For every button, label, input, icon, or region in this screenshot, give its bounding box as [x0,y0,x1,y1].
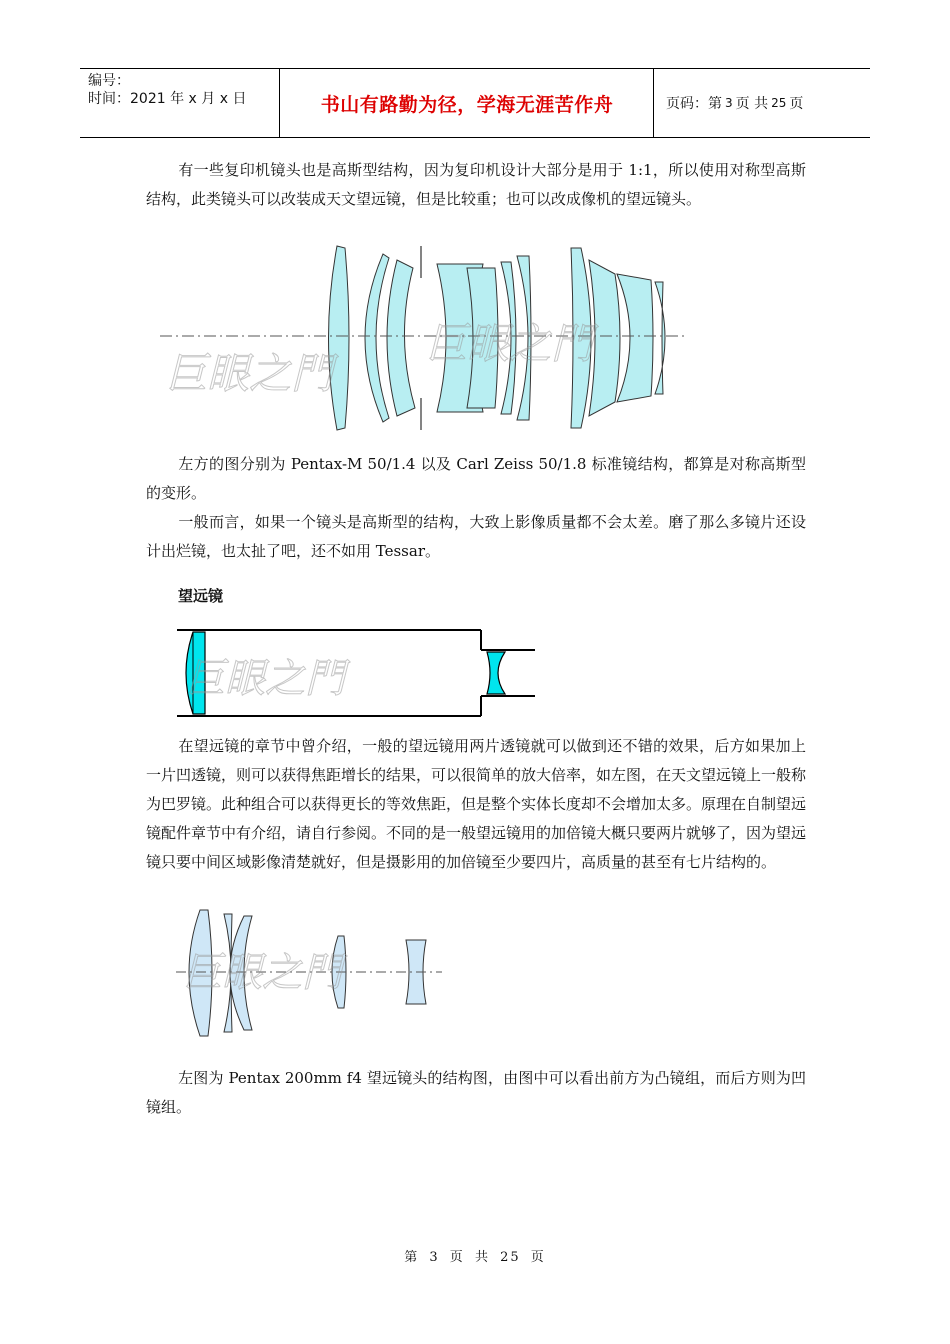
paragraph-gauss-quality: 一般而言，如果一个镜头是高斯型的结构，大致上影像质量都不会太差。磨了那么多镜片还设计出烂镜，也太扯了吧，还不如用 Tessar。 [146,513,806,560]
paragraph-copier-lens: 有一些复印机镜头也是高斯型结构，因为复印机设计大部分是用于 1:1，所以使用对称型高斯结构，此类镜头可以改装成天文望远镜，但是比较重；也可以改成像机的望远镜头。 [146,161,806,208]
header-meta [80,69,280,137]
header-motto: 书山有路勤为径，学海无涯苦作舟 [281,69,654,137]
number-label: 编号： [88,73,130,89]
page-mid: 页 共 [735,96,769,112]
page-prefix: 页码：第 [666,96,722,112]
page-footer: 第 3 页 共 25 页 [404,1250,546,1265]
footer-page-total: 25 [500,1250,521,1265]
page-total: 25 [771,96,787,110]
paragraph-barlow: 在望远镜的章节中曾介绍，一般的望远镜用两片透镜就可以做到还不错的效果，后方如果加上一片凹透镜，则可以获得焦距增长的结果，可以很简单的放大倍率，如左图，在天文望远镜上一般称为巴罗镜。此种组合可以获得更长的等效焦距，但是整个实体长度却不会增加太多。原理在自制望远镜配件章节中有介绍，请自行参阅。不同的是一般望远镜用的加倍镜大概只要两片就够了，因为望远镜只要中间区域影像清楚就好，但是摄影用的加倍镜至少要四片，高质量的甚至有七片结构的。 [146,737,807,871]
watermark-4: 巨眼之門 [182,950,342,996]
telephoto-lens-diagram [170,906,450,1042]
header-page-info [654,69,870,137]
barlow-telescope-diagram [175,624,545,724]
page-suffix: 页 [789,96,804,112]
time-label: 时间：2021 年 x 月 x 日 [88,91,247,107]
gauss-lens-diagram [155,238,695,438]
watermark-1: 巨眼之門 [165,349,334,398]
footer-page-current: 3 [429,1250,440,1265]
paragraph-pentax-200: 左图为 Pentax 200mm f4 望远镜头的结构图，由图中可以看出前方为凸镜组，而后方则为凹镜组。 [146,1069,806,1116]
watermark-2: 巨眼之門 [425,319,594,368]
page-current: 3 [725,96,733,110]
watermark-3: 巨眼之門 [185,656,345,702]
section-heading-telescope: 望远镜 [178,587,224,605]
page-header [80,68,870,138]
paragraph-gauss-variants: 左方的图分别为 Pentax-M 50/1.4 以及 Carl Zeiss 50/1.8 标准镜结构，都算是对称高斯型的变形。 [146,455,806,502]
